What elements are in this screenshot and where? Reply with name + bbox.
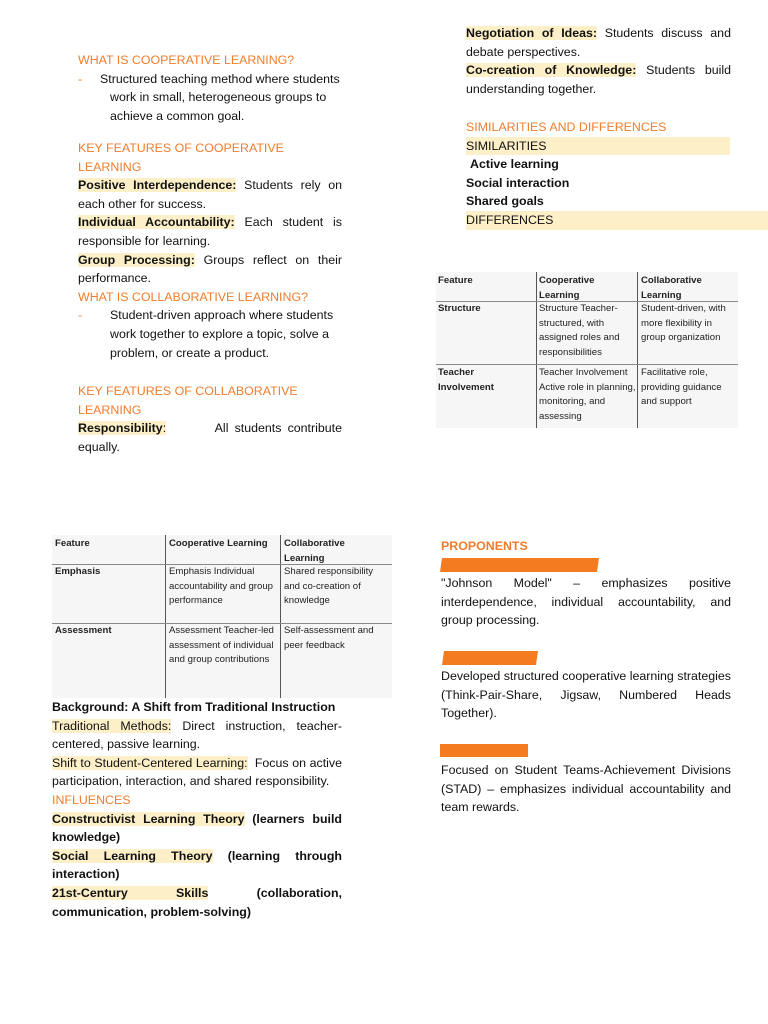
background-heading: Background: A Shift from Traditional Instruction <box>52 700 336 714</box>
influence-item: Social Learning Theory (learning through interaction) <box>52 848 342 882</box>
proponents-heading: PROPONENTS <box>441 539 528 553</box>
cooperative-section <box>78 51 342 125</box>
similarities-label: SIMILARITIES <box>466 137 768 156</box>
similarity-item: Social interaction <box>466 175 570 190</box>
table-header: Cooperative Learning <box>539 275 595 301</box>
table-cell: Facilitative role, providing guidance and support <box>641 367 722 408</box>
influences-heading: INFLUENCES <box>52 792 131 807</box>
collab-features-section <box>78 382 342 456</box>
table-header: Feature <box>438 275 473 286</box>
coop-definition: - Structured teaching method where students work in small, heterogeneous groups to achieve a common goal. <box>78 71 340 123</box>
table-cell: Student-driven, with more flexibility in group organization <box>641 303 726 344</box>
comparison-table-structure <box>436 272 738 428</box>
feature-cocreation: Co-creation of Knowledge: Students build understanding together. <box>466 63 731 96</box>
traditional-methods: Traditional Methods: Direct instruction, teacher-centered, passive learning. <box>52 718 342 752</box>
collab-heading: WHAT IS COLLABORATIVE LEARNING? <box>78 289 308 304</box>
feature-positive-interdependence: Positive Interdependence: Students rely on each other for success. <box>78 178 342 211</box>
table-header: Cooperative Learning <box>169 538 268 549</box>
coop-heading: WHAT IS COOPERATIVE LEARNING? <box>78 53 295 67</box>
table-header: Collaborative Learning <box>641 275 702 301</box>
similarity-item: Active learning <box>470 157 559 172</box>
feature-individual-accountability: Individual Accountability: Each student is responsible for learning. <box>78 215 342 248</box>
table-cell: Teacher Involvement <box>438 367 494 393</box>
table-divider <box>536 272 537 428</box>
table-divider <box>165 535 166 698</box>
feature-group-processing: Group Processing: Groups reflect on their performance. <box>78 252 342 286</box>
feature-negotiation: Negotiation of Ideas: Students discuss and debate perspectives. <box>466 26 731 59</box>
coop-features-heading: KEY FEATURES OF COOPERATIVE LEARNING <box>78 141 284 174</box>
redacted-name-bar <box>442 651 538 665</box>
feature-responsibility: Responsibility: All students contribute equally. <box>78 421 342 454</box>
similarity-item: Shared goals <box>466 194 544 209</box>
table-header: Collaborative Learning <box>284 538 345 564</box>
redacted-name-bar <box>440 558 599 572</box>
table-cell: Shared responsibility and co-creation of knowledge <box>284 566 374 607</box>
coop-features-section <box>78 139 342 362</box>
proponent-item: "Johnson Model" – emphasizes positive interdependence, individual accountability, and group processing. <box>441 576 731 628</box>
table-cell: Structure Teacher-structured, with assigned roles and responsibilities <box>539 303 620 358</box>
proponent-item: Developed structured cooperative learning strategies (Think-Pair-Share, Jigsaw, Numbered Heads Together). <box>441 669 731 721</box>
table-cell: Assessment Teacher-led assessment of individual and group contributions <box>169 625 274 666</box>
collab-definition: - Student-driven approach where students work together to explore a topic, solve a problem, or create a product. <box>78 308 334 360</box>
table-cell: Structure <box>438 303 481 314</box>
bullet-dash: - <box>78 308 83 323</box>
table-cell: Self-assessment and peer feedback <box>284 625 374 651</box>
collab-features-continued <box>466 24 731 98</box>
table-cell: Emphasis Individual accountability and group performance <box>169 566 274 607</box>
table-header: Feature <box>55 538 90 549</box>
table-divider <box>637 272 638 428</box>
table-divider <box>280 535 281 698</box>
sim-diff-section <box>466 118 768 230</box>
shift-student-centered: Shift to Student-Centered Learning: Focus on active participation, interaction, and shared responsibility. <box>52 755 343 789</box>
table-cell: Assessment <box>55 625 112 636</box>
background-section <box>52 698 342 921</box>
table-rule <box>436 364 738 365</box>
sim-diff-heading: SIMILARITIES AND DIFFERENCES <box>466 120 667 134</box>
differences-label: DIFFERENCES <box>466 211 768 230</box>
proponent-item: Focused on Student Teams-Achievement Divisions (STAD) – emphasizes individual accountability and team rewards. <box>441 763 731 815</box>
influence-item: 21st-Century Skills (collaboration, communication, problem-solving) <box>52 885 342 919</box>
influence-item: Constructivist Learning Theory (learners build knowledge) <box>52 811 342 845</box>
table-cell: Teacher Involvement Active role in planning, monitoring, and assessing <box>539 367 636 422</box>
redacted-name-bar <box>440 744 528 757</box>
bullet-dash: - <box>78 71 83 86</box>
collab-features-heading: KEY FEATURES OF COLLABORATIVE LEARNING <box>78 384 298 417</box>
table-cell: Emphasis <box>55 566 101 577</box>
comparison-table-emphasis <box>52 535 392 698</box>
